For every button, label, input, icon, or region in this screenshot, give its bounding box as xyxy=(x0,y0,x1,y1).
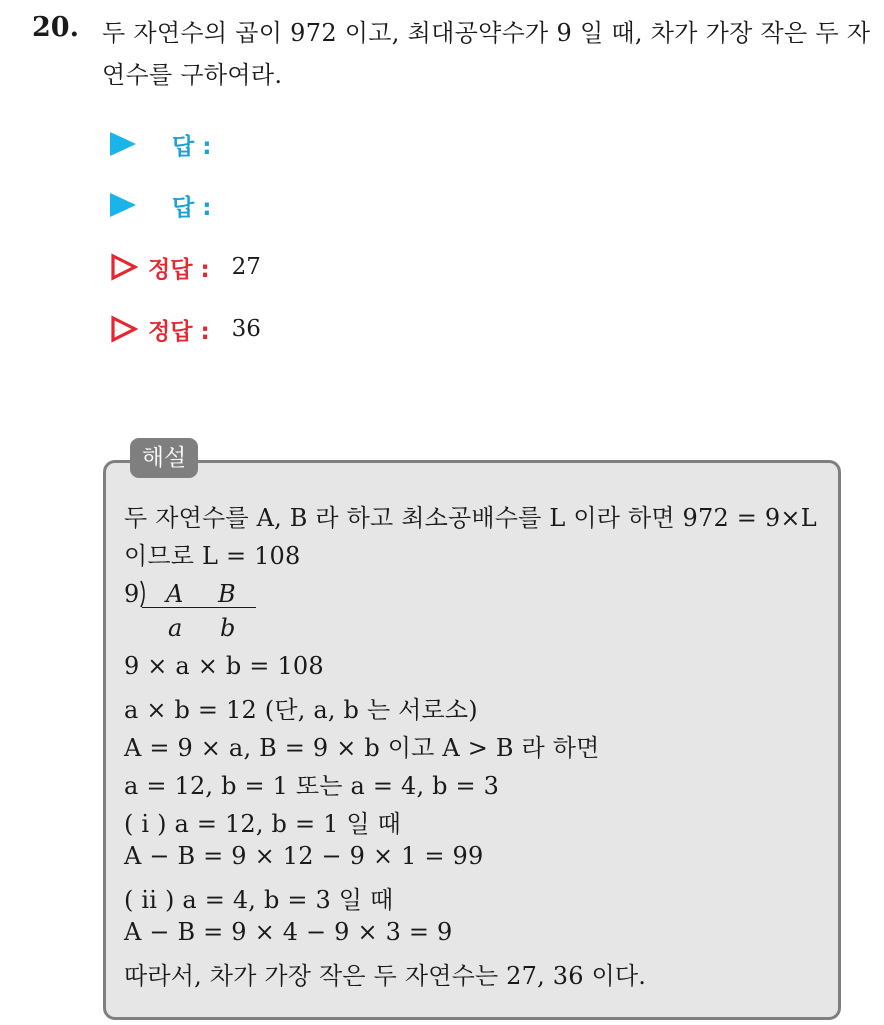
solution-line: a × b = 12 (단, a, b 는 서로소) xyxy=(124,696,478,724)
answer-label: 답 : xyxy=(172,133,212,160)
division-bottom-right: b xyxy=(220,614,236,642)
correct-answer-label: 정답 : xyxy=(148,256,210,283)
solution-line: ( ii ) a = 4, b = 3 일 때 xyxy=(124,886,394,914)
division-top-right: B xyxy=(218,580,236,608)
division-rule xyxy=(142,607,256,608)
division-top-left: A xyxy=(166,580,184,608)
correct-answer-value: 27 xyxy=(231,254,261,280)
blue-triangle-icon xyxy=(110,132,136,156)
answer-row-1 xyxy=(110,126,211,162)
solution-line: A = 9 × a, B = 9 × b 이고 A > B 라 하면 xyxy=(124,734,600,762)
question-text: 두 자연수의 곱이 972 이고, 최대공약수가 9 일 때, 차가 가장 작은 두 자연수를 구하여라. xyxy=(102,19,871,89)
correct-answer-row-2 xyxy=(110,311,261,347)
division-divisor: 9 xyxy=(124,580,140,608)
solution-line: ( i ) a = 12, b = 1 일 때 xyxy=(124,810,401,838)
division-bottom-left: a xyxy=(168,614,183,642)
red-outline-triangle-icon xyxy=(110,253,138,281)
correct-answer-label: 정답 : xyxy=(148,318,210,345)
solution-line: 따라서, 차가 가장 작은 두 자연수는 27, 36 이다. xyxy=(124,962,647,990)
solution-line: a = 12, b = 1 또는 a = 4, b = 3 xyxy=(124,772,500,800)
solution-line: A − B = 9 × 12 − 9 × 1 = 99 xyxy=(124,842,484,870)
solution-line: 9 × a × b = 108 xyxy=(124,652,324,680)
solution-tab: 해설 xyxy=(130,438,198,478)
correct-answer-value: 36 xyxy=(231,316,261,342)
answer-row-2 xyxy=(110,187,211,223)
solution-line: 이므로 L = 108 xyxy=(124,542,301,570)
division-bracket xyxy=(140,580,148,608)
red-outline-triangle-icon xyxy=(110,315,138,343)
answer-label: 답 : xyxy=(172,194,212,221)
solution-line: 두 자연수를 A, B 라 하고 최소공배수를 L 이라 하면 972 = 9×L xyxy=(124,504,817,532)
correct-answer-row-1 xyxy=(110,249,261,285)
solution-line: A − B = 9 × 4 − 9 × 3 = 9 xyxy=(124,918,453,946)
question-number: 20. xyxy=(32,12,79,43)
blue-triangle-icon xyxy=(110,193,136,217)
division-diagram xyxy=(124,576,274,646)
